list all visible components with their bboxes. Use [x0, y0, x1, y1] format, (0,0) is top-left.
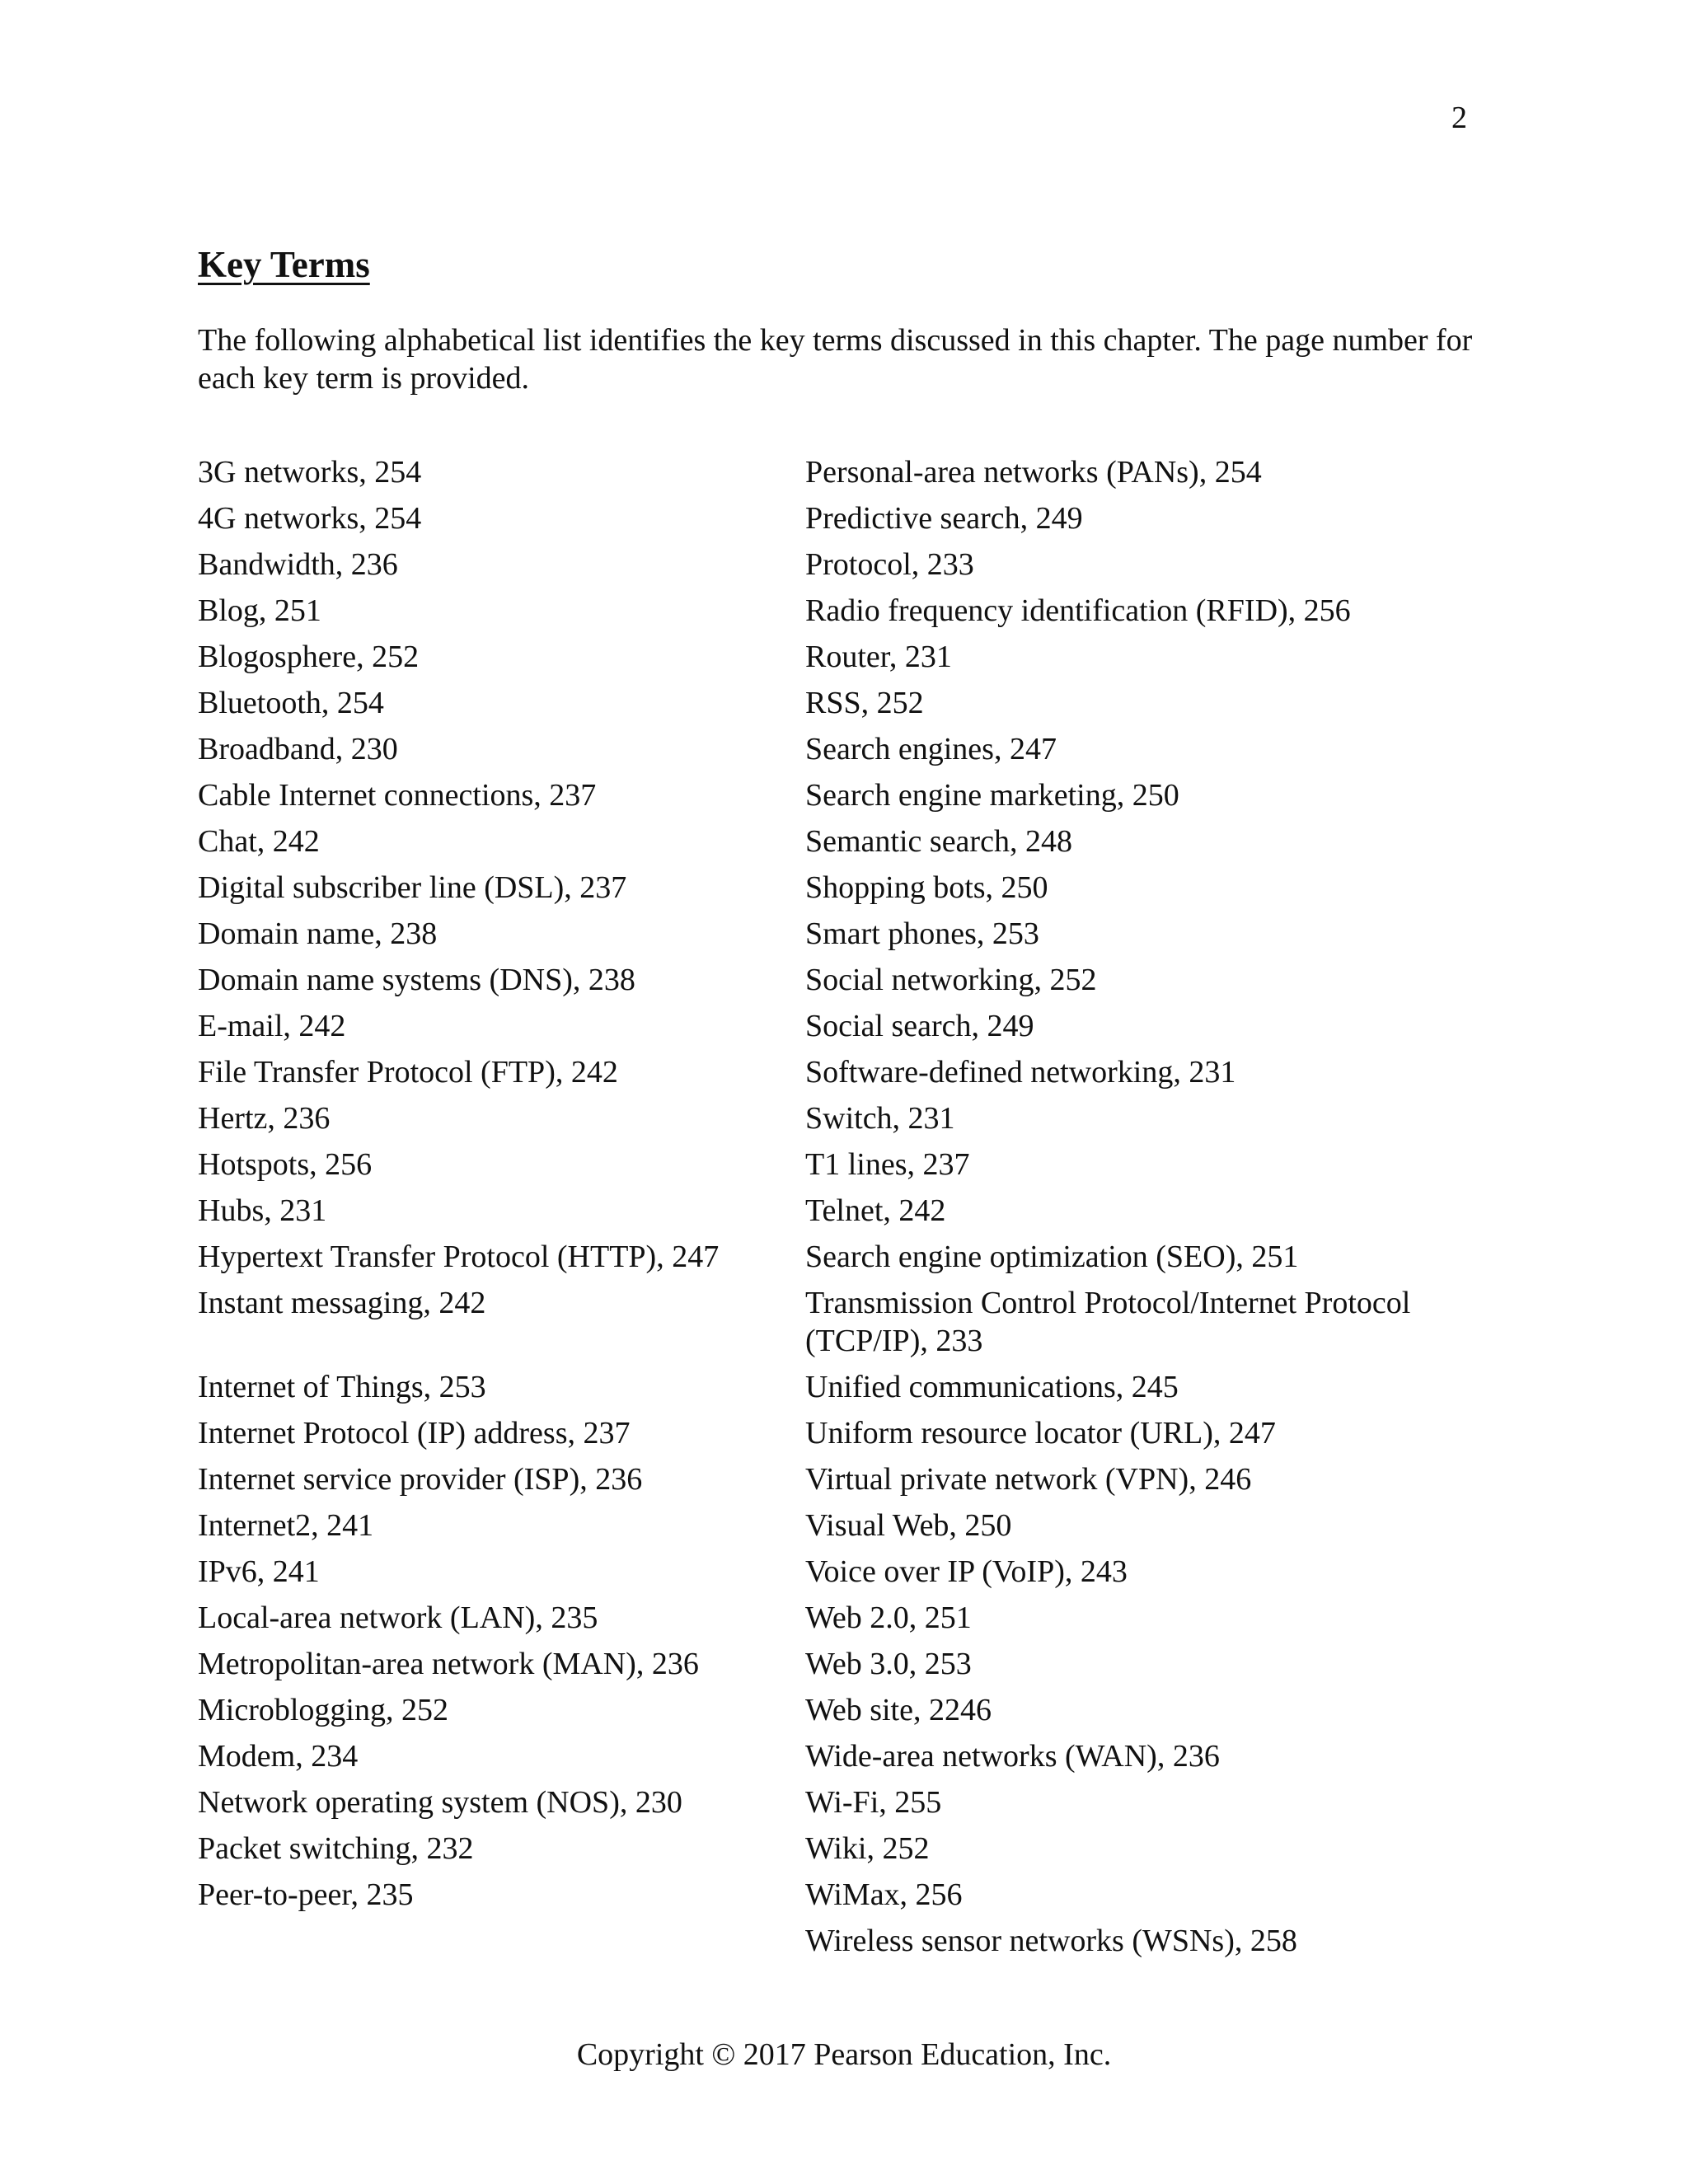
key-terms-left-column: [198, 449, 791, 1918]
key-term: Hubs, 231: [198, 1193, 327, 1228]
key-term: Personal-area networks (PANs), 254: [805, 455, 1262, 490]
key-term: Wiki, 252: [805, 1831, 930, 1866]
key-term: T1 lines, 237: [805, 1147, 970, 1182]
key-term: Internet of Things, 253: [198, 1370, 486, 1404]
key-term: Domain name systems (DNS), 238: [198, 963, 635, 997]
key-term: Protocol, 233: [805, 547, 974, 582]
column-spacer: [198, 1326, 791, 1364]
key-term: Packet switching, 232: [198, 1831, 474, 1866]
key-term: Broadband, 230: [198, 732, 398, 766]
key-term: Blogosphere, 252: [198, 640, 420, 674]
key-term: Bandwidth, 236: [198, 547, 398, 582]
key-term: IPv6, 241: [198, 1554, 320, 1589]
key-term: WiMax, 256: [805, 1877, 963, 1912]
key-term: Router, 231: [805, 640, 952, 674]
key-term: Hotspots, 256: [198, 1147, 373, 1182]
key-term: Virtual private network (VPN), 246: [805, 1462, 1252, 1497]
key-term: Web 2.0, 251: [805, 1601, 972, 1635]
key-term: Cable Internet connections, 237: [198, 778, 597, 813]
key-term: Hertz, 236: [198, 1101, 331, 1136]
key-term: Peer-to-peer, 235: [198, 1877, 414, 1912]
key-term: Voice over IP (VoIP), 243: [805, 1554, 1128, 1589]
key-term: Hypertext Transfer Protocol (HTTP), 247: [198, 1240, 720, 1274]
key-term: Unified communications, 245: [805, 1370, 1179, 1404]
page-number: 2: [1451, 101, 1467, 135]
key-term: File Transfer Protocol (FTP), 242: [198, 1055, 618, 1090]
key-term: Search engine optimization (SEO), 251: [805, 1240, 1299, 1274]
key-term: Social networking, 252: [805, 963, 1097, 997]
page-title: Key Terms: [198, 244, 370, 285]
key-term: RSS, 252: [805, 686, 924, 720]
key-term: Shopping bots, 250: [805, 870, 1048, 905]
key-term: Domain name, 238: [198, 916, 438, 951]
key-term: Uniform resource locator (URL), 247: [805, 1416, 1276, 1451]
key-term: Web site, 2246: [805, 1693, 992, 1727]
key-term: Semantic search, 248: [805, 824, 1072, 859]
key-term: Visual Web, 250: [805, 1508, 1012, 1543]
key-term: 3G networks, 254: [198, 455, 422, 490]
key-term: Switch, 231: [805, 1101, 955, 1136]
key-term: Wide-area networks (WAN), 236: [805, 1739, 1220, 1774]
key-term: Search engines, 247: [805, 732, 1057, 766]
key-term: Radio frequency identification (RFID), 256: [805, 593, 1351, 628]
key-term: Wi-Fi, 255: [805, 1785, 942, 1820]
key-term: Transmission Control Protocol/Internet Protocol (TCP/IP), 233: [805, 1286, 1411, 1358]
key-term: Smart phones, 253: [805, 916, 1039, 951]
key-term: Wireless sensor networks (WSNs), 258: [805, 1924, 1297, 1958]
key-term: Local-area network (LAN), 235: [198, 1601, 598, 1635]
key-term: Metropolitan-area network (MAN), 236: [198, 1647, 699, 1681]
key-terms-right-column: [805, 449, 1489, 1964]
key-term: E-mail, 242: [198, 1009, 346, 1043]
key-term: Digital subscriber line (DSL), 237: [198, 870, 627, 905]
key-term: Blog, 251: [198, 593, 321, 628]
key-term: Microblogging, 252: [198, 1693, 448, 1727]
key-term: Instant messaging, 242: [198, 1286, 486, 1320]
key-term: Bluetooth, 254: [198, 686, 384, 720]
key-term: Modem, 234: [198, 1739, 359, 1774]
key-term: Web 3.0, 253: [805, 1647, 972, 1681]
key-term: Internet2, 241: [198, 1508, 374, 1543]
key-term: Search engine marketing, 250: [805, 778, 1179, 813]
key-term: Internet service provider (ISP), 236: [198, 1462, 643, 1497]
key-term: Network operating system (NOS), 230: [198, 1785, 682, 1820]
intro-paragraph: The following alphabetical list identifies the key terms discussed in this chapter. The page number for each key term is provided.: [198, 323, 1473, 396]
key-term: 4G networks, 254: [198, 501, 422, 536]
key-term: Social search, 249: [805, 1009, 1034, 1043]
copyright-footer: Copyright © 2017 Pearson Education, Inc.: [576, 2037, 1112, 2072]
key-term: Internet Protocol (IP) address, 237: [198, 1416, 631, 1451]
key-term: Predictive search, 249: [805, 501, 1083, 536]
key-term: Software-defined networking, 231: [805, 1055, 1236, 1090]
key-term: Telnet, 242: [805, 1193, 946, 1228]
key-term: Chat, 242: [198, 824, 320, 859]
